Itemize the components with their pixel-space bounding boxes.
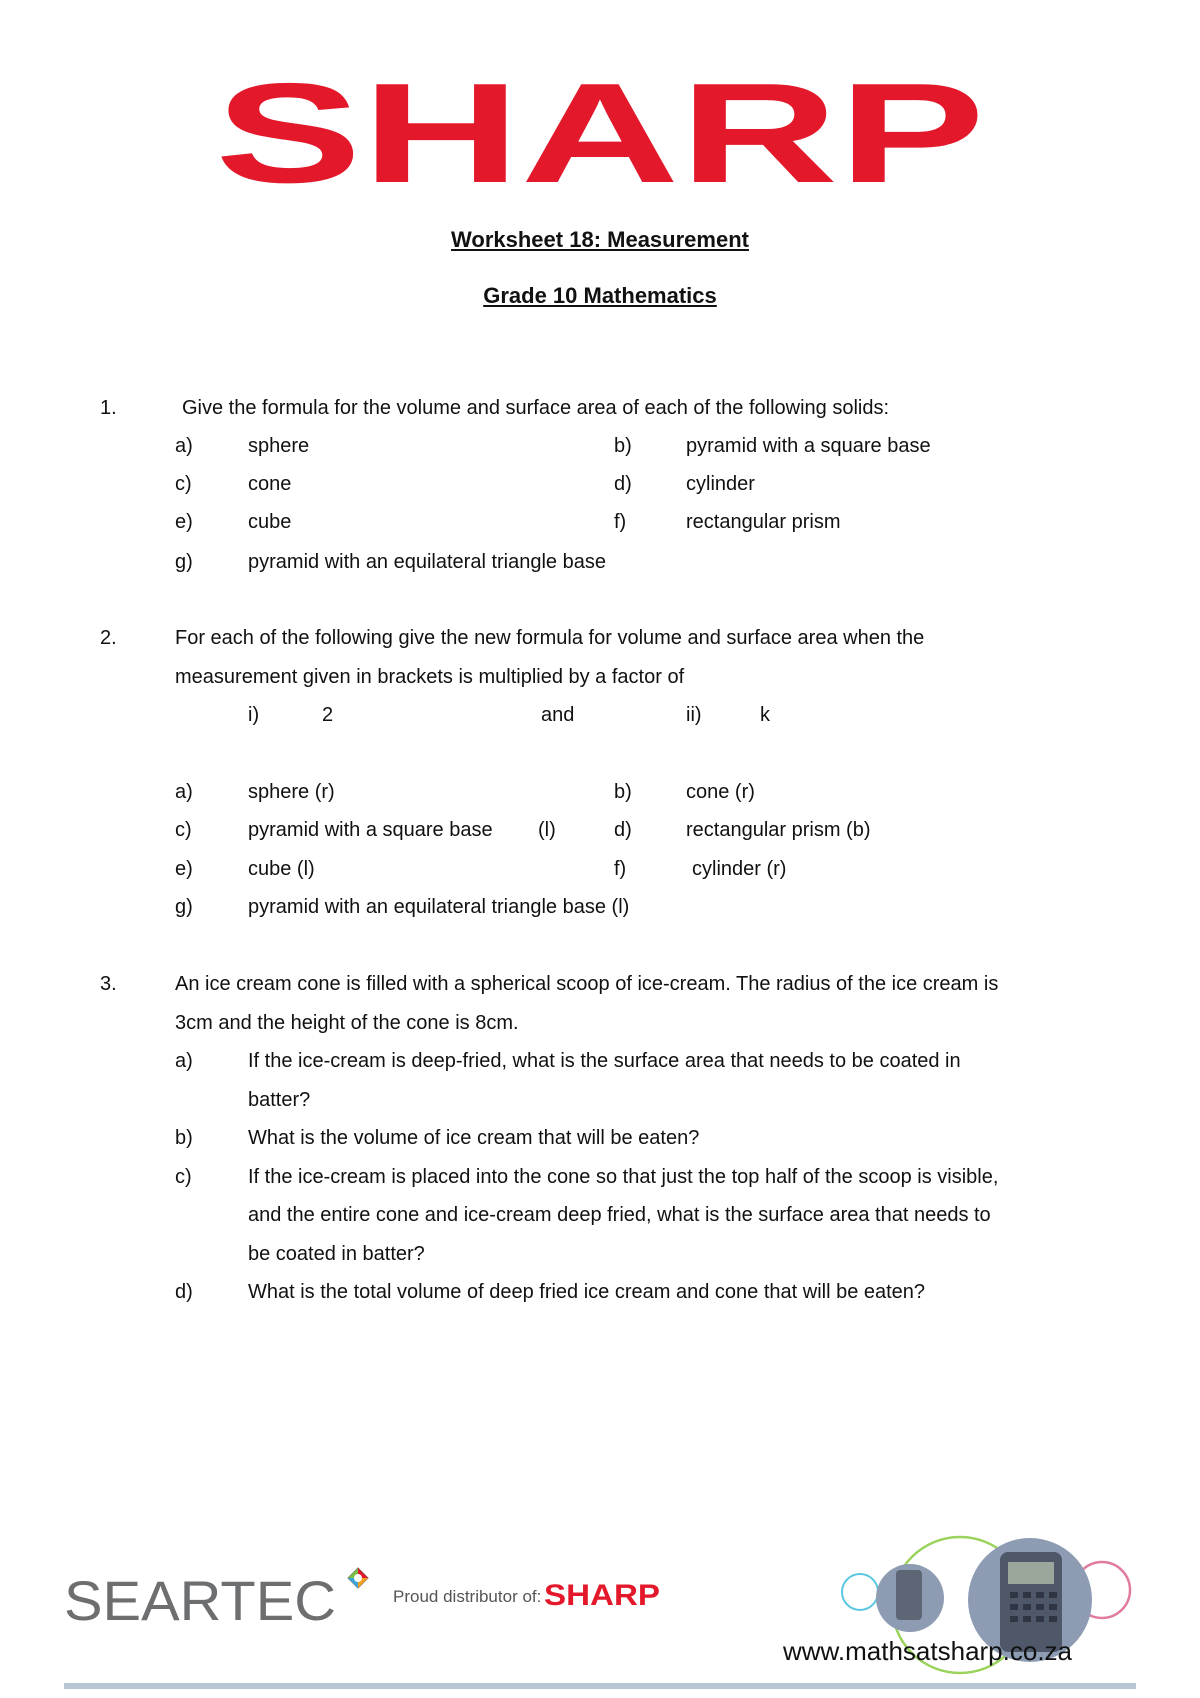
q3-a-line2: batter? — [248, 1089, 311, 1111]
q3-c-line3: be coated in batter? — [248, 1243, 425, 1265]
q2-item-text: cone (r) — [686, 781, 755, 803]
q2-item-label: a) — [175, 781, 193, 803]
q2-item-text: sphere (r) — [248, 781, 335, 803]
seartec-logo — [64, 1564, 374, 1624]
q2-item-text: pyramid with an equilateral triangle base (l) — [248, 896, 630, 918]
q2-item-label: e) — [175, 858, 193, 880]
q3-b-label: b) — [175, 1127, 193, 1149]
q2-item-text: pyramid with a square base — [248, 819, 493, 841]
q2-factor-ii-label: ii) — [686, 704, 702, 726]
q3-number: 3. — [100, 973, 117, 995]
q2-and: and — [541, 704, 575, 726]
website-url: www.mathsatsharp.co.za — [783, 1636, 1073, 1666]
q1-item-text: cube — [248, 511, 292, 533]
q1-item-text: rectangular prism — [686, 511, 841, 533]
q2-item-extra: (l) — [538, 819, 556, 841]
q2-item-label: g) — [175, 896, 193, 918]
footer-divider — [64, 1683, 1136, 1689]
q3-a-label: a) — [175, 1050, 193, 1072]
q1-item-text: cylinder — [686, 473, 755, 495]
q2-factor-i-value: 2 — [322, 704, 334, 726]
q3-d-line1: What is the total volume of deep fried ice cream and cone that will be eaten? — [248, 1281, 926, 1303]
q3-c-line1: If the ice-cream is placed into the cone so that just the top half of the scoop is visible, — [248, 1166, 999, 1188]
q3-b-line1: What is the volume of ice cream that will be eaten? — [248, 1127, 700, 1149]
q1-number: 1. — [100, 397, 117, 419]
q3-c-line2: and the entire cone and ice-cream deep fried, what is the surface area that needs to — [248, 1204, 991, 1226]
q1-item-label: g) — [175, 551, 193, 573]
worksheet-title: Worksheet 18: Measurement — [451, 227, 749, 252]
q2-item-label: c) — [175, 819, 192, 841]
q1-item-text: sphere — [248, 435, 310, 457]
q2-item-text: cube (l) — [248, 858, 315, 880]
q3-line1: An ice cream cone is filled with a spherical scoop of ice-cream. The radius of the ice cream is — [175, 973, 999, 995]
sharp-small-logo-text: SHARP — [544, 1579, 660, 1611]
q2-line2: measurement given in brackets is multiplied by a factor of — [175, 666, 685, 688]
worksheet-subtitle: Grade 10 Mathematics — [483, 283, 717, 308]
q3-c-label: c) — [175, 1166, 192, 1188]
q3-a-line1: If the ice-cream is deep-fried, what is the surface area that needs to be coated in — [248, 1050, 961, 1072]
q2-factor-ii-value: k — [760, 704, 770, 726]
q2-number: 2. — [100, 627, 117, 649]
q2-item-label: f) — [614, 858, 627, 880]
sharp-small-logo — [544, 1577, 662, 1611]
q2-factor-i-label: i) — [248, 704, 260, 726]
q1-text: Give the formula for the volume and surface area of each of the following solids: — [182, 397, 890, 419]
q2-line1: For each of the following give the new formula for volume and surface area when the — [175, 627, 925, 649]
q1-item-text: pyramid with an equilateral triangle base — [248, 551, 606, 573]
q1-item-text: cone — [248, 473, 292, 495]
q2-item-text: rectangular prism (b) — [686, 819, 871, 841]
seartec-logo-text: SEARTEC — [64, 1569, 336, 1624]
q1-item-label: a) — [175, 435, 193, 457]
q2-item-label: d) — [614, 819, 632, 841]
q1-item-label: b) — [614, 435, 632, 457]
seartec-diamond-icon — [348, 1568, 368, 1588]
q1-item-text: pyramid with a square base — [686, 435, 931, 457]
q1-item-label: d) — [614, 473, 632, 495]
q1-item-label: f) — [614, 511, 627, 533]
q3-line2: 3cm and the height of the cone is 8cm. — [175, 1012, 519, 1034]
q3-d-label: d) — [175, 1281, 193, 1303]
proud-distributor-text: Proud distributor of: — [393, 1587, 542, 1606]
q1-item-label: e) — [175, 511, 193, 533]
sharp-logo — [210, 82, 990, 190]
q2-item-label: b) — [614, 781, 632, 803]
sharp-logo-text: SHARP — [215, 82, 985, 190]
q1-item-label: c) — [175, 473, 192, 495]
q2-item-text: cylinder (r) — [692, 858, 787, 880]
